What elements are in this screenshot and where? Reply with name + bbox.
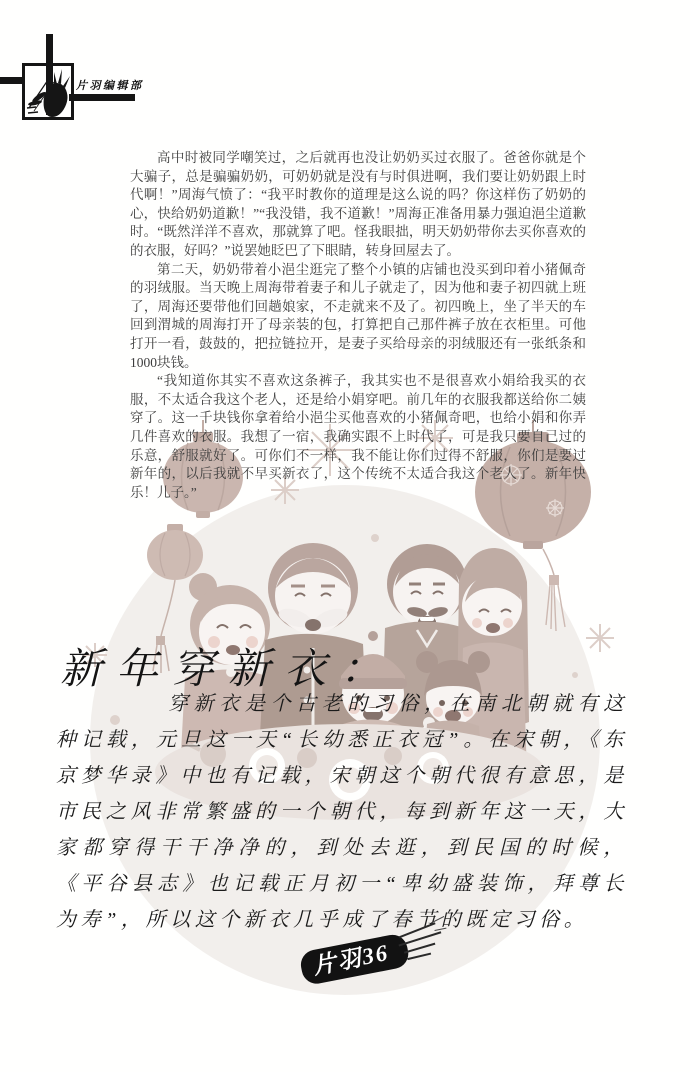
stamp-label: 片羽36 [310, 939, 392, 980]
masthead-vertical-bar [46, 34, 53, 115]
section-body-handwritten: 穿新衣是个古老的习俗，在南北朝就有这种记载，元旦这一天“长幼悉正衣冠”。在宋朝，《东京梦华录》中也有记载，宋朝这个朝代很有意思，是市民之风非常繁盛的一个朝代，每到新年这一天，大家都穿得干干净净的，到处去逛，到民国的时候，《平谷县志》也记载正月初一“卑幼盛装饰，拜尊长为寿”，所以这个新衣几乎成了春节的既定习俗。 [56, 693, 628, 931]
section-heading: 新年穿新衣： [60, 647, 397, 693]
story-text [130, 149, 586, 502]
masthead-left-rule [0, 77, 24, 84]
masthead-calligraphy: 片羽编辑部 [76, 80, 144, 92]
page-number-stamp [286, 910, 456, 996]
story-paragraph-3: “我知道你其实不喜欢这条裤子，我其实也不是很喜欢小娟给我买的衣服，不太适合我这个老人，还是给小娟穿吧。前几年的衣服我都送给你二姨穿了。这一千块钱你拿着给小浥尘买他喜欢的小猪佩奇吧，也给小娟和你弄几件喜欢的衣服。我想了一宿，我确实跟不上时代了，可是我只要自己过的乐意，舒服就好了。可你们不一样，我不能让你们过得不舒服，你们是要过新年的，以后我就不早买新衣了，这个传统不太适合我这个老人了。新年快乐！儿子。” [130, 373, 586, 500]
story-paragraph-1: 高中时被同学嘲笑过，之后就再也没让奶奶买过衣服了。爸爸你就是个大骗子，总是骗骗奶奶，可奶奶就是没有与时俱进啊，我们要让奶奶跟上时代啊！”周海气愤了：“我平时教你的道理是这么说的吗？你这样伤了奶奶的心，快给奶奶道歉！”“我没错，我不道歉！”周海正准备用暴力强迫浥尘道歉时。“既然洋洋不喜欢，那就算了吧。怪我眼拙，明天奶奶带你去买你喜欢的的衣服，好吗？”说罢她眨巴了下眼睛，转身回屋去了。 [130, 150, 586, 258]
story-paragraph-2: 第二天，奶奶带着小浥尘逛完了整个小镇的店铺也没买到印着小猪佩奇的羽绒服。当天晚上周海带着妻子和儿子就走了，因为他和妻子初四就上班了，周海还要带他们回趟娘家，不走就来不及了。初四晚上，坐了半天的车回到渭城的周海打开了母亲装的包，打算把自己那件裤子放在衣柜里。可他打开一看，鼓鼓的，把拉链拉开，是妻子买给母亲的羽绒服还有一张纸条和1000块钱。 [130, 261, 586, 370]
masthead-right-rule [69, 94, 135, 101]
